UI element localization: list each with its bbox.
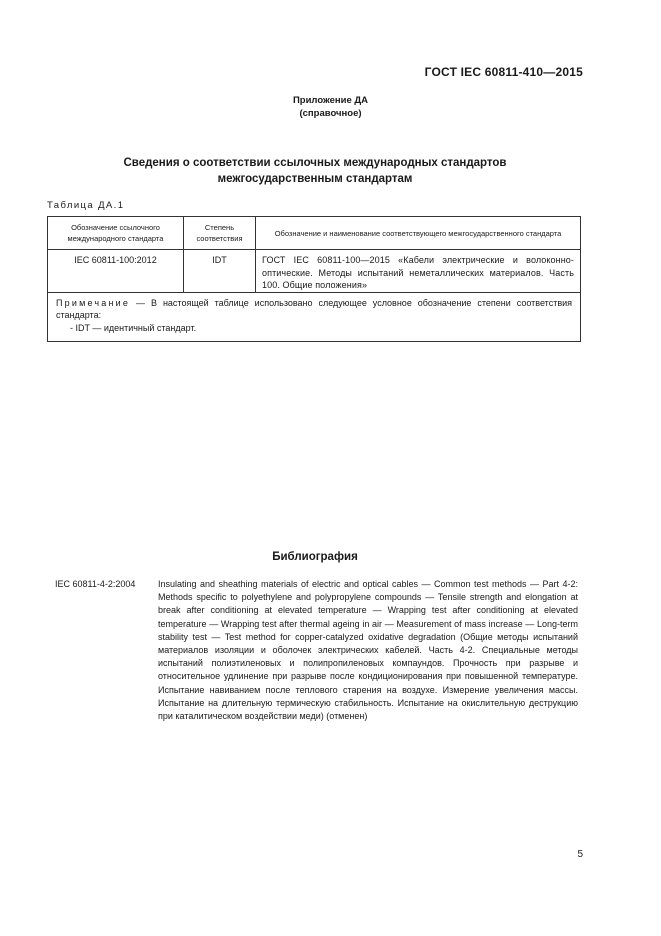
note-label: Примечание [56, 297, 131, 308]
column-header-international: Обозначение ссылочного международного стандарта [48, 217, 184, 250]
section-title-line1: Сведения о соответствии ссылочных международных стандартов [123, 157, 507, 169]
column-header-interstate: Обозначение и наименование соответствующего межгосударственного стандарта [256, 217, 581, 250]
note-text: — В настоящей таблице использовано следующее условное обозначение степени соответствия стандарта: [56, 297, 572, 320]
annex-subtitle: (справочное) [299, 108, 362, 119]
page-number: 5 [577, 849, 583, 860]
annex-heading [0, 94, 661, 120]
table-note-row [48, 292, 581, 341]
table-header-row [48, 217, 581, 250]
table-row [48, 250, 581, 293]
standard-code-header: ГОСТ IEC 60811-410—2015 [424, 65, 583, 79]
correspondence-table [47, 216, 581, 342]
bibliography-title: Библиография [272, 551, 358, 563]
table-note [48, 292, 581, 341]
cell-interstate-standard: ГОСТ IEC 60811-100—2015 «Кабели электрические и волоконно-оптические. Методы испытаний неметаллических материалов. Часть 100. Общие положения» [256, 250, 581, 293]
note-item: - IDT — идентичный стандарт. [70, 322, 197, 333]
section-title [0, 156, 630, 187]
annex-title: Приложение ДА [292, 95, 369, 106]
table-caption: Таблица ДА.1 [47, 200, 125, 211]
cell-degree: IDT [184, 250, 256, 293]
section-title-line2: межгосударственным стандартам [217, 172, 413, 185]
bibliography-reference: IEC 60811-4-2:2004 [55, 579, 136, 589]
cell-international-standard: IEC 60811-100:2012 [48, 250, 184, 293]
bibliography-entry-text: Insulating and sheathing materials of electric and optical cables — Common test methods — Part 4-2: Methods specific to polyethylene and polypropylene compounds — Tensile strength and elongation at break after conditioning at elevated temperature — Wrapping test after conditioning at elevated temperature — Wrapping test after thermal ageing in air — Measurement of mass increase — Long-term stability test — Test method for copper-catalyzed oxidative degradation (Общие методы испытаний материалов изоляции и оболочек электрических кабелей. Часть 4-2. Специальные методы испытаний полиэтиленовых и полипропиленовых компаундов. Прочность при разрыве и относительное удлинение при разрыве после кондиционирования при повышенной температуре. Испытание навиванием после теплового старения на воздухе. Измерение увеличения массы. Испытание на длительную термическую стабильность. Испытание на окислительную деструкцию при каталитическом воздействии меди) (отменен) [158, 579, 578, 722]
column-header-degree: Степень соответствия [184, 217, 256, 250]
